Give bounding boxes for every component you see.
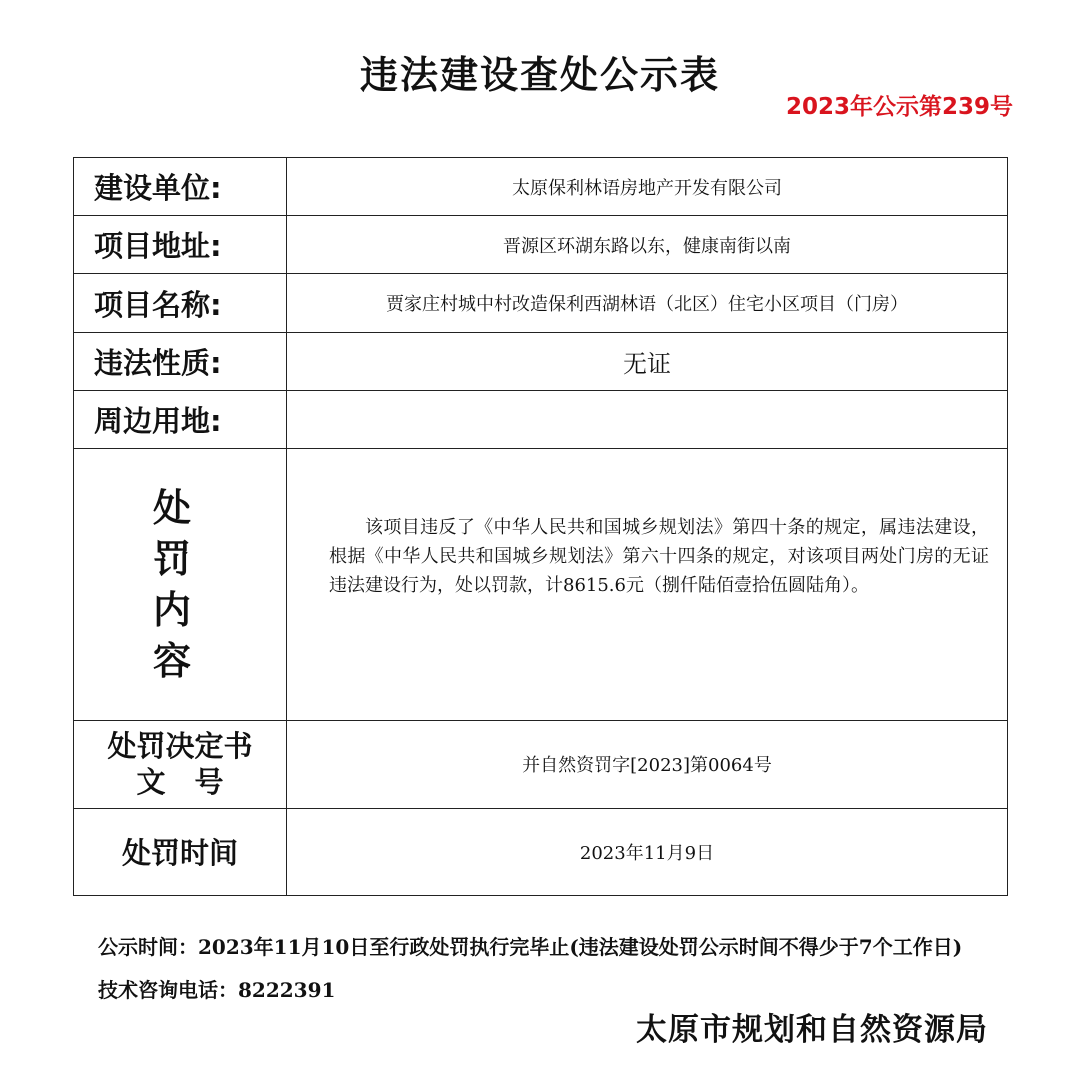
table-row <box>74 808 1008 895</box>
penalty-content-vertical-label: 处 罚 内 容 <box>152 485 191 683</box>
label-construction-unit: 建设单位: <box>74 158 287 216</box>
table-row <box>74 721 1008 808</box>
table-row <box>74 274 1008 332</box>
table-row <box>74 216 1008 274</box>
label-decision-number: 处罚决定书 文 号 <box>74 721 287 808</box>
table-row <box>74 332 1008 390</box>
label-violation-nature: 违法性质: <box>74 332 287 390</box>
label-project-address: 项目地址: <box>74 216 287 274</box>
value-project-address: 晋源区环湖东路以东，健康南街以南 <box>287 216 1008 274</box>
label-project-name: 项目名称: <box>74 274 287 332</box>
notice-number: 2023年公示第239号 <box>786 94 1014 120</box>
value-penalty-content <box>287 449 1008 721</box>
value-surrounding-land <box>287 390 1008 448</box>
table-row <box>74 390 1008 448</box>
page-title: 违法建设查处公示表 <box>359 53 720 97</box>
consultation-phone: 技术咨询电话：8222391 <box>98 978 336 1002</box>
notice-table <box>73 157 1008 896</box>
value-violation-nature: 无证 <box>287 332 1008 390</box>
table-row <box>74 449 1008 721</box>
issuing-authority: 太原市规划和自然资源局 <box>636 1012 988 1048</box>
penalty-content-text: 该项目违反了《中华人民共和国城乡规划法》第四十条的规定，属违法建设，根据《中华人民共和国城乡规划法》第六十四条的规定，对该项目两处门房的无证违法建设行为，处以罚款，计8615.6元（捌仟陆佰壹拾伍圆陆角）。 <box>329 517 989 597</box>
label-penalty-time: 处罚时间 <box>74 808 287 895</box>
value-project-name: 贾家庄村城中村改造保利西湖林语（北区）住宅小区项目（门房） <box>287 274 1008 332</box>
value-penalty-time: 2023年11月9日 <box>287 808 1008 895</box>
table-row <box>74 158 1008 216</box>
label-penalty-content <box>74 449 287 721</box>
value-construction-unit: 太原保利林语房地产开发有限公司 <box>287 158 1008 216</box>
publication-period: 公示时间：2023年11月10日至行政处罚执行完毕止(违法建设处罚公示时间不得少于7个工作日) <box>98 935 963 959</box>
label-surrounding-land: 周边用地: <box>74 390 287 448</box>
value-decision-number: 并自然资罚字[2023]第0064号 <box>287 721 1008 808</box>
